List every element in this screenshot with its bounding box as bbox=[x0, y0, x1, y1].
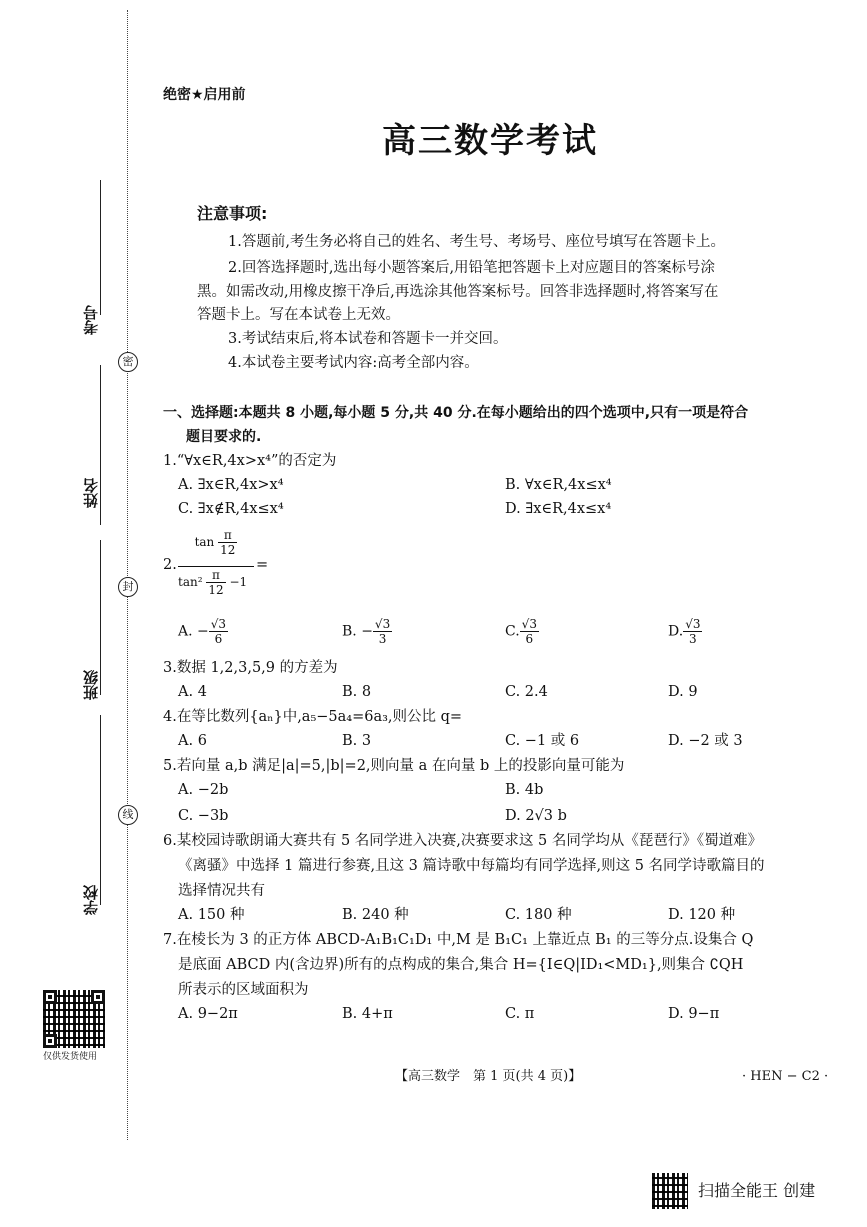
q3-option-b: B. 8 bbox=[342, 684, 372, 700]
q5-option-d: D. 2√3 b bbox=[505, 808, 567, 824]
q2-option-c: C. $\frac{√3}{6}$ bbox=[505, 617, 537, 646]
q6-stem-line-2: 《离骚》中选择 1 篇进行参赛,且这 3 篇诗歌中每篇均有同学选择,则这 5 名同学诗歌篇目的 bbox=[178, 858, 765, 874]
q3-option-c: C. 2.4 bbox=[505, 684, 548, 700]
qr-caption: 仅供发货使用 bbox=[43, 1052, 98, 1062]
q2-option-a: A. − $\frac{√3}{6}$ bbox=[178, 617, 227, 646]
q7-stem-line-1: 7.在棱长为 3 的正方体 ABCD-A₁B₁C₁D₁ 中,M 是 B₁C₁ 上靠近点 B₁ 的三等分点.设集合 Q bbox=[163, 932, 754, 948]
q6-stem-line-1: 6.某校园诗歌朗诵大赛共有 5 名同学进入决赛,决赛要求这 5 名同学均从《琵琶行》《蜀道难》 bbox=[163, 833, 763, 849]
q3-stem: 3.数据 1,2,3,5,9 的方差为 bbox=[163, 660, 338, 676]
section-header-line-1: 一、选择题:本题共 8 小题,每小题 5 分,共 40 分.在每小题给出的四个选项中,只有一项是符合 bbox=[163, 405, 749, 421]
q5-stem: 5.若向量 a,b 满足|a|=5,|b|=2,则向量 a 在向量 b 上的投影向量可能为 bbox=[163, 758, 625, 774]
q7-option-c: C. π bbox=[505, 1006, 535, 1022]
mi-seal: 密 bbox=[118, 352, 138, 372]
qr-code-icon bbox=[43, 990, 105, 1048]
q2-number: 2. bbox=[163, 557, 177, 573]
kaohao-label: 考号 bbox=[82, 305, 100, 335]
q7-option-a: A. 9−2π bbox=[178, 1006, 238, 1022]
q4-option-b: B. 3 bbox=[342, 733, 372, 749]
q4-option-d: D. −2 或 3 bbox=[668, 733, 743, 749]
xuexiao-label: 学校 bbox=[82, 885, 100, 915]
q1-option-a: A. ∃x∈R,4x>x⁴ bbox=[178, 477, 284, 493]
page-footer: 【高三数学 第 1 页(共 4 页)】 bbox=[395, 1069, 582, 1084]
q7-option-b: B. 4+π bbox=[342, 1006, 393, 1022]
kaohao-line bbox=[100, 180, 101, 315]
q6-stem-line-3: 选择情况共有 bbox=[178, 883, 265, 899]
q6-option-b: B. 240 种 bbox=[342, 907, 409, 923]
q7-option-d: D. 9−π bbox=[668, 1006, 720, 1022]
q3-option-a: A. 4 bbox=[178, 684, 207, 700]
notice-line-1: 1.答题前,考生务必将自己的姓名、考生号、考场号、座位号填写在答题卡上。 bbox=[228, 234, 725, 250]
paper-code: · HEN − C2 · bbox=[742, 1069, 829, 1084]
q2-fraction-bar bbox=[178, 566, 254, 567]
q6-option-c: C. 180 种 bbox=[505, 907, 572, 923]
notice-line-2b: 黑。如需改动,用橡皮擦干净后,再选涂其他答案标号。回答非选择题时,将答案写在 bbox=[197, 284, 719, 300]
q2-option-d: D. $\frac{√3}{3}$ bbox=[668, 617, 701, 646]
notice-line-4: 4.本试卷主要考试内容:高考全部内容。 bbox=[228, 355, 479, 371]
q2-equals: = bbox=[256, 557, 269, 573]
notice-line-3: 3.考试结束后,将本试卷和答题卡一并交回。 bbox=[228, 331, 508, 347]
q6-option-a: A. 150 种 bbox=[178, 907, 245, 923]
q4-stem: 4.在等比数列{aₙ}中,a₅−5a₄=6a₃,则公比 q= bbox=[163, 709, 463, 725]
q6-option-d: D. 120 种 bbox=[668, 907, 736, 923]
notice-line-2c: 答题卡上。写在本试卷上无效。 bbox=[197, 307, 400, 323]
q4-option-c: C. −1 或 6 bbox=[505, 733, 580, 749]
scanner-qr-icon bbox=[652, 1173, 688, 1209]
q1-option-b: B. ∀x∈R,4x≤x⁴ bbox=[505, 477, 612, 493]
section-header-line-2: 题目要求的. bbox=[186, 429, 262, 445]
scanner-watermark: 扫描全能王 创建 bbox=[698, 1181, 816, 1200]
q5-option-b: B. 4b bbox=[505, 782, 544, 798]
q4-option-a: A. 6 bbox=[178, 733, 207, 749]
xuexiao-line bbox=[100, 715, 101, 905]
secret-label: 绝密★启用前 bbox=[163, 87, 246, 103]
q7-stem-line-2: 是底面 ABCD 内(含边界)所有的点构成的集合,集合 H={I∈Q|ID₁<MD₁},则集合 ∁QH bbox=[178, 957, 744, 973]
feng-seal: 封 bbox=[118, 577, 138, 597]
binding-dotted-line bbox=[127, 10, 128, 1140]
xingming-label: 姓名 bbox=[82, 478, 100, 508]
q2-denominator: tan² $\frac{\pi}{12}$ −1 bbox=[178, 568, 248, 597]
q1-stem: 1.“∀x∈R,4x>x⁴”的否定为 bbox=[163, 453, 337, 469]
banji-label: 班级 bbox=[82, 670, 100, 700]
q5-option-a: A. −2b bbox=[178, 782, 229, 798]
q5-option-c: C. −3b bbox=[178, 808, 229, 824]
page-title: 高三数学考试 bbox=[382, 121, 598, 161]
q1-option-d: D. ∃x∈R,4x≤x⁴ bbox=[505, 501, 612, 517]
q7-stem-line-3: 所表示的区域面积为 bbox=[178, 982, 309, 998]
q1-option-c: C. ∃x∉R,4x≤x⁴ bbox=[178, 501, 284, 517]
notice-line-2a: 2.回答选择题时,选出每小题答案后,用铅笔把答题卡上对应题目的答案标号涂 bbox=[228, 260, 716, 276]
q3-option-d: D. 9 bbox=[668, 684, 698, 700]
q2-numerator: tan $\frac{\pi}{12}$ bbox=[194, 528, 236, 557]
q2-option-b: B. − $\frac{√3}{3}$ bbox=[342, 617, 391, 646]
xian-seal: 线 bbox=[118, 805, 138, 825]
notice-heading: 注意事项: bbox=[197, 204, 268, 223]
